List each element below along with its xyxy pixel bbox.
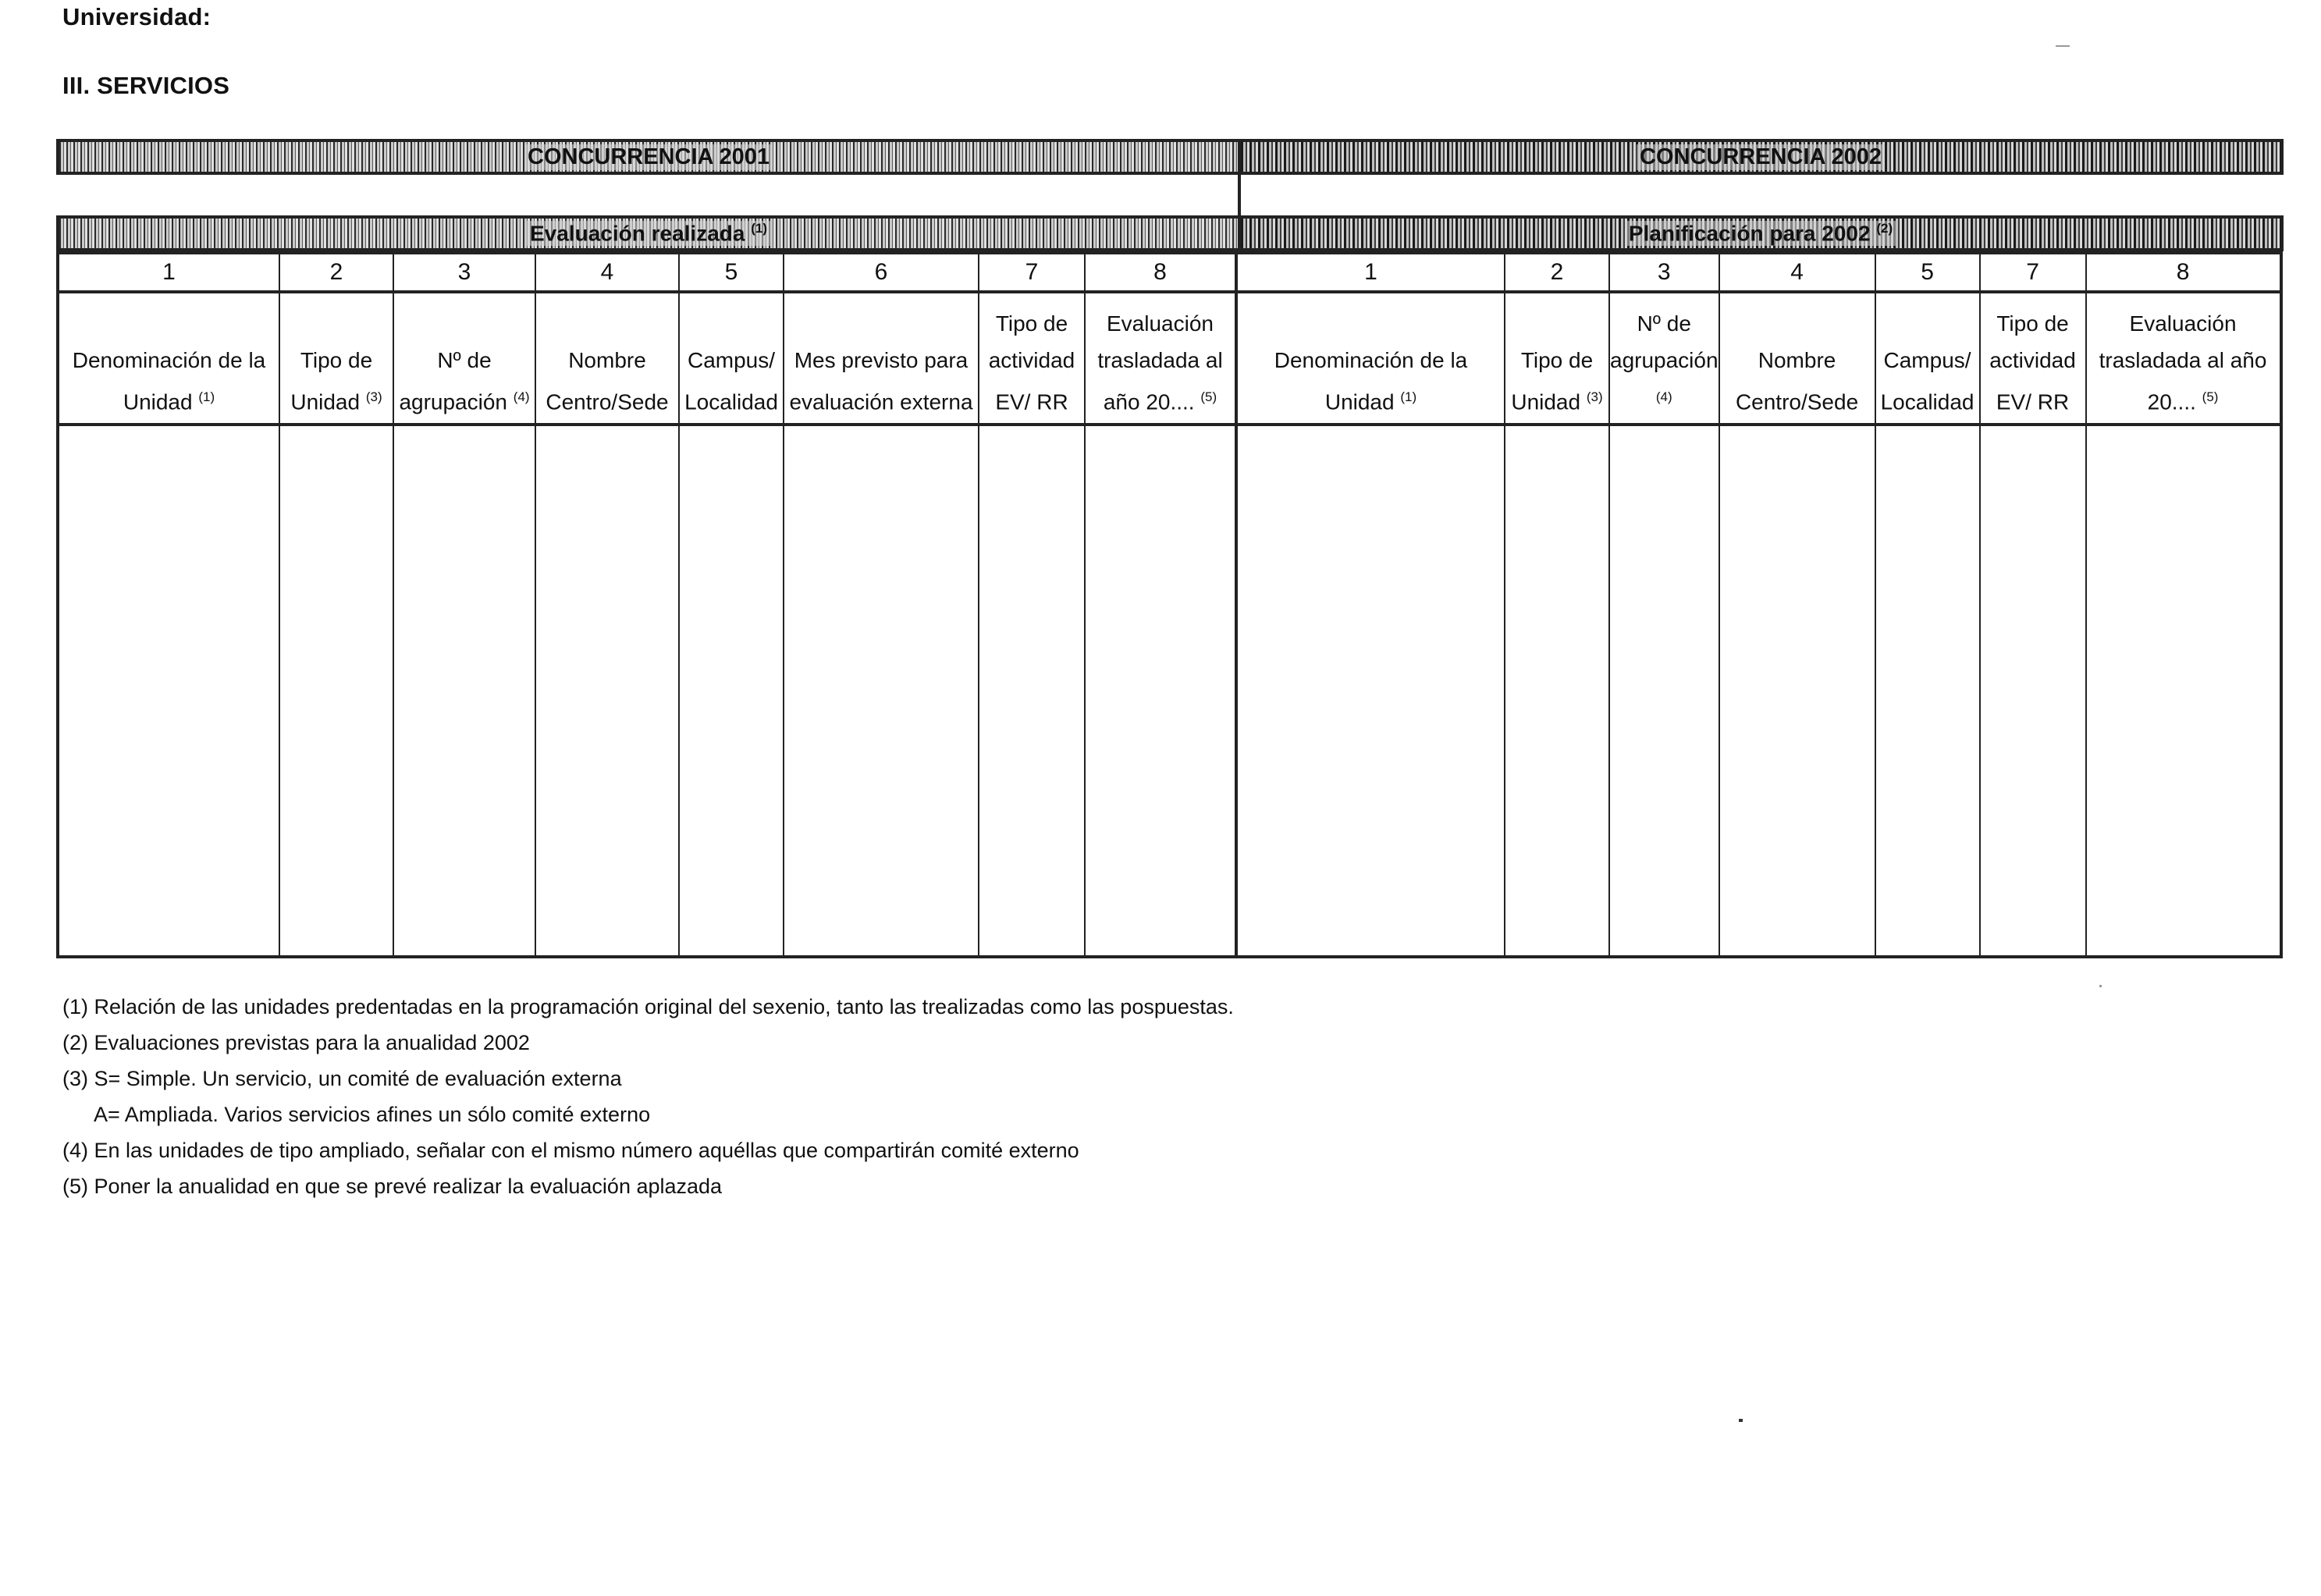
universidad-label: Universidad: xyxy=(62,3,211,30)
column-header-left-4: Nombre Centro/Sede xyxy=(535,292,679,425)
column-header-row xyxy=(58,292,2281,425)
column-number-right-2: 2 xyxy=(1505,253,1609,292)
column-number-right-7: 8 xyxy=(2086,253,2281,292)
entry-cell-left-2[interactable] xyxy=(279,425,393,957)
column-number-left-5: 5 xyxy=(679,253,784,292)
entry-cell-left-3[interactable] xyxy=(393,425,535,957)
column-header-right-1: Denominación de la Unidad $^{(1)}$ xyxy=(1236,292,1505,425)
column-number-left-3: 3 xyxy=(393,253,535,292)
column-number-left-8: 8 xyxy=(1085,253,1236,292)
footnote-4: (4) En las unidades de tipo ampliado, señalar con el mismo número aquéllas que compartirán comité externo xyxy=(62,1139,1079,1162)
footnotes xyxy=(62,989,1234,1204)
footnote-3: (3) S= Simple. Un servicio, un comité de evaluación externa xyxy=(62,1067,622,1090)
entry-cell-right-4[interactable] xyxy=(1719,425,1875,957)
planificacion-2002-label: Planificación para 2002 $^{(2)}$ xyxy=(1626,221,1896,246)
column-number-left-1: 1 xyxy=(58,253,279,292)
footnote-1: (1) Relación de las unidades predentadas en la programación original del sexenio, tanto las trealizadas como las pospuestas. xyxy=(62,995,1234,1018)
entry-cell-left-7[interactable] xyxy=(979,425,1085,957)
planificacion-2002-bar xyxy=(1238,215,2284,251)
column-header-right-3: Nº de agrupación $^{(4)}$ xyxy=(1609,292,1719,425)
entry-cell-right-3[interactable] xyxy=(1609,425,1719,957)
column-header-left-8: Evaluación trasladada al año 20.... $^{(5)}$ xyxy=(1085,292,1236,425)
footnote-3b: A= Ampliada. Varios servicios afines un sólo comité externo xyxy=(94,1103,651,1126)
column-header-left-5: Campus/ Localidad xyxy=(679,292,784,425)
evaluacion-realizada-label: Evaluación realizada $^{(1)}$ xyxy=(527,221,770,246)
column-header-left-1: Denominación de la Unidad $^{(1)}$ xyxy=(58,292,279,425)
entry-cell-left-5[interactable] xyxy=(679,425,784,957)
column-number-right-4: 4 xyxy=(1719,253,1875,292)
entry-cell-left-6[interactable] xyxy=(784,425,979,957)
column-number-left-6: 6 xyxy=(784,253,979,292)
concurrencia-2001-label: CONCURRENCIA 2001 xyxy=(524,144,773,170)
column-header-left-7: Tipo de actividad EV/ RR xyxy=(979,292,1085,425)
column-number-right-1: 1 xyxy=(1236,253,1505,292)
column-header-right-2: Tipo de Unidad $^{(3)}$ xyxy=(1505,292,1609,425)
entry-cell-left-8[interactable] xyxy=(1085,425,1236,957)
column-number-right-6: 7 xyxy=(1980,253,2086,292)
column-number-left-7: 7 xyxy=(979,253,1085,292)
footnote-2: (2) Evaluaciones previstas para la anualidad 2002 xyxy=(62,1031,530,1054)
evaluacion-realizada-bar xyxy=(56,215,1241,251)
footnote-5: (5) Poner la anualidad en que se prevé realizar la evaluación aplazada xyxy=(62,1175,723,1198)
column-number-left-2: 2 xyxy=(279,253,393,292)
entry-cell-right-7[interactable] xyxy=(2086,425,2281,957)
column-number-left-4: 4 xyxy=(535,253,679,292)
column-header-right-6: Tipo de actividad EV/ RR xyxy=(1980,292,2086,425)
entry-cell-left-1[interactable] xyxy=(58,425,279,957)
column-header-left-2: Tipo de Unidad $^{(3)}$ xyxy=(279,292,393,425)
concurrencia-2002-label: CONCURRENCIA 2002 xyxy=(1637,144,1885,170)
concurrencia-2002-bar xyxy=(1238,139,2284,175)
column-header-left-3: Nº de agrupación $^{(4)}$ xyxy=(393,292,535,425)
column-header-left-6: Mes previsto para evaluación externa xyxy=(784,292,979,425)
entry-cell-right-2[interactable] xyxy=(1505,425,1609,957)
entry-row xyxy=(58,425,2281,957)
column-header-right-7: Evaluación trasladada al año 20.... $^{(5)}$ xyxy=(2086,292,2281,425)
column-header-right-5: Campus/ Localidad xyxy=(1875,292,1980,425)
entry-cell-right-1[interactable] xyxy=(1236,425,1505,957)
evaluation-table xyxy=(56,251,2283,958)
entry-cell-right-5[interactable] xyxy=(1875,425,1980,957)
column-number-right-5: 5 xyxy=(1875,253,1980,292)
column-header-right-4: Nombre Centro/Sede xyxy=(1719,292,1875,425)
section-divider xyxy=(1238,175,1241,217)
column-number-right-3: 3 xyxy=(1609,253,1719,292)
entry-cell-left-4[interactable] xyxy=(535,425,679,957)
section-title: III. SERVICIOS xyxy=(62,72,230,99)
concurrencia-2001-bar xyxy=(56,139,1241,175)
entry-cell-right-6[interactable] xyxy=(1980,425,2086,957)
column-number-row xyxy=(58,253,2281,292)
